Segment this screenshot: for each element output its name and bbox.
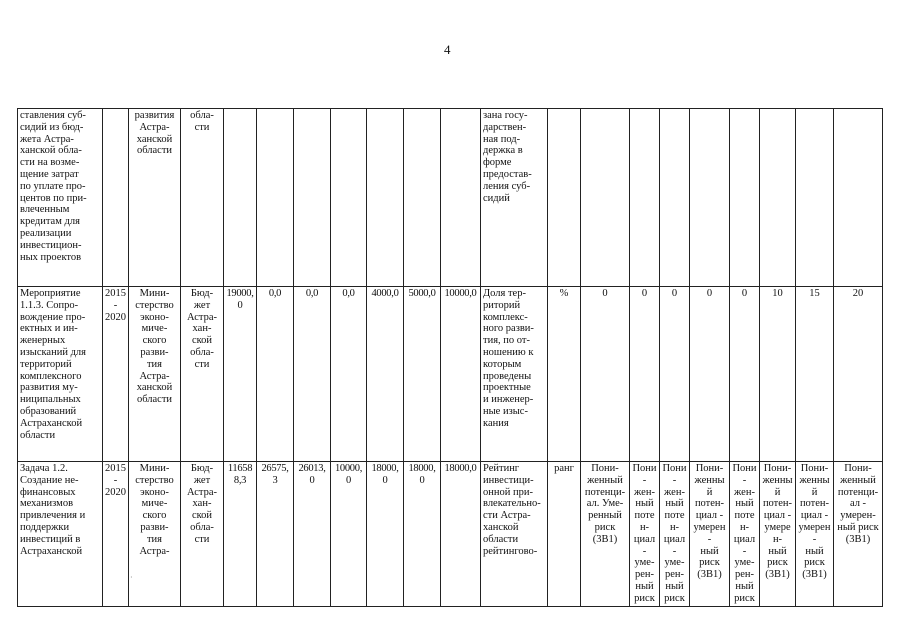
- indicator-value-cell: [630, 109, 660, 287]
- financing-cell: 10000,0: [331, 462, 367, 607]
- indicator-value-cell: [660, 109, 690, 287]
- indicator-value-cell: 10: [760, 287, 796, 462]
- indicator-cell: зана госу- дарствен- ная под- держка в форме предостав- ления суб- сидий: [481, 109, 548, 287]
- indicator-value-cell: [581, 109, 630, 287]
- indicator-value-cell: 0: [730, 287, 760, 462]
- financing-cell: [404, 109, 441, 287]
- indicator-cell: Рейтинг инвестици- онной при- влекательно- сти Астра- ханской области рейтингово-: [481, 462, 548, 607]
- indicator-value-cell: Пони- женный потен- циал - умерен- ный риск (3В1): [760, 462, 796, 607]
- financing-cell: 116588,3: [224, 462, 257, 607]
- indicator-value-cell: Пони- женный потенци- ал. Уме- ренный риск (3В1): [581, 462, 630, 607]
- table-row: [18, 462, 883, 607]
- indicator-value-cell: 15: [796, 287, 834, 462]
- financing-cell: [257, 109, 294, 287]
- indicator-cell: Доля тер- риторий комплекс- ного разви- тия, по от- ношению к которым проведены проектные и инженер- ные изыс- кания: [481, 287, 548, 462]
- financing-cell: [294, 109, 331, 287]
- indicator-value-cell: Пони- женный потенци- ал - умерен- ный риск (3В1): [834, 462, 883, 607]
- indicator-value-cell: 0: [581, 287, 630, 462]
- activity-name-cell: Мероприятие 1.1.3. Сопро- вождение про- ектных и ин- женерных изысканий для территорий комплексного развития му- ниципальных образований Астраханской области: [18, 287, 103, 462]
- financing-cell: 26013,0: [294, 462, 331, 607]
- indicator-value-cell: [760, 109, 796, 287]
- executor-cell: Мини- стерство эконо- миче- ского разви- тия Астра-: [129, 462, 181, 607]
- funding-source-cell: обла- сти: [181, 109, 224, 287]
- indicator-value-cell: [834, 109, 883, 287]
- indicator-value-cell: 20: [834, 287, 883, 462]
- period-cell: [103, 109, 129, 287]
- indicator-value-cell: 0: [630, 287, 660, 462]
- financing-cell: [441, 109, 481, 287]
- indicator-value-cell: 0: [690, 287, 730, 462]
- period-cell: 2015 - 2020: [103, 287, 129, 462]
- page-number: 4: [444, 42, 451, 57]
- activity-name-cell: ставления суб- сидий из бюд- жета Астра- ханской обла- сти на возме- щение затрат по уплате про- центов по при- влеченным кредитам для реализации инвестицион- ных проектов: [18, 109, 103, 287]
- indicator-value-cell: Пони- женный потен- циал - умерен- ный риск (3В1): [690, 462, 730, 607]
- scan-artifact: ·: [130, 573, 133, 582]
- indicator-value-cell: Пони- жен- ный потен- циал - уме- рен- ный риск: [730, 462, 760, 607]
- unit-cell: %: [548, 287, 581, 462]
- financing-cell: 26575,3: [257, 462, 294, 607]
- financing-cell: 18000,0: [404, 462, 441, 607]
- unit-cell: ранг: [548, 462, 581, 607]
- table-row: [18, 287, 883, 462]
- financing-cell: [224, 109, 257, 287]
- activity-name-cell: Задача 1.2. Создание не- финансовых механизмов привлечения и поддержки инвестиций в Астраханской: [18, 462, 103, 607]
- financing-cell: 10000,0: [441, 287, 481, 462]
- executor-cell: Мини- стерство эконо- миче- ского разви- тия Астра- ханской области: [129, 287, 181, 462]
- indicator-value-cell: [730, 109, 760, 287]
- financing-cell: [331, 109, 367, 287]
- indicator-value-cell: [690, 109, 730, 287]
- funding-source-cell: Бюд- жет Астра- хан- ской обла- сти: [181, 287, 224, 462]
- indicator-value-cell: Пони- женный потен- циал - умерен- ный риск (3В1): [796, 462, 834, 607]
- financing-cell: 18000,0: [441, 462, 481, 607]
- financing-cell: [367, 109, 404, 287]
- indicator-value-cell: 0: [660, 287, 690, 462]
- financing-cell: 5000,0: [404, 287, 441, 462]
- executor-cell: развития Астра- ханской области: [129, 109, 181, 287]
- period-cell: 2015 - 2020: [103, 462, 129, 607]
- indicator-value-cell: Пони- жен- ный потен- циал - уме- рен- ный риск: [630, 462, 660, 607]
- financing-cell: 18000,0: [367, 462, 404, 607]
- unit-cell: [548, 109, 581, 287]
- indicator-value-cell: Пони- жен- ный потен- циал - уме- рен- ный риск: [660, 462, 690, 607]
- financing-cell: 19000,0: [224, 287, 257, 462]
- financing-cell: 0,0: [257, 287, 294, 462]
- funding-source-cell: Бюд- жет Астра- хан- ской обла- сти: [181, 462, 224, 607]
- table-row: [18, 109, 883, 287]
- financing-cell: 0,0: [294, 287, 331, 462]
- financing-cell: 4000,0: [367, 287, 404, 462]
- indicator-value-cell: [796, 109, 834, 287]
- program-table: [17, 108, 883, 607]
- financing-cell: 0,0: [331, 287, 367, 462]
